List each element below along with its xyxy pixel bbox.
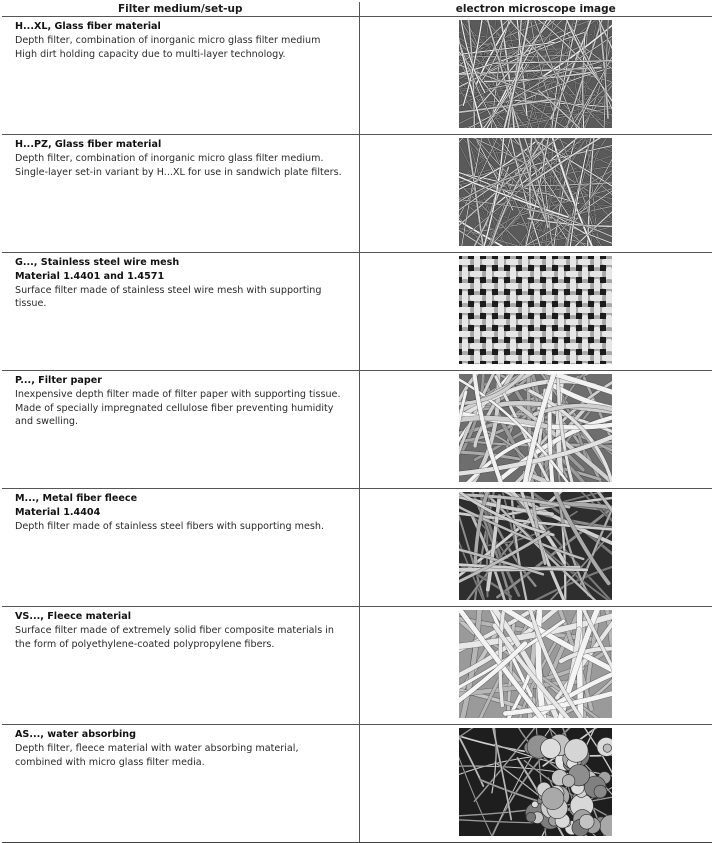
filter-description-line: Depth filter made of stainless steel fibers with supporting mesh. bbox=[15, 520, 325, 532]
filter-material: Material 1.4404 bbox=[15, 506, 101, 518]
filter-description-line: Surface filter made of extremely solid fiber composite materials in bbox=[15, 624, 335, 636]
filter-description-line: combined with micro glass filter media. bbox=[15, 756, 205, 768]
filter-title: H...XL, Glass fiber material bbox=[15, 21, 161, 32]
filter-description-line: Depth filter, combination of inorganic micro glass filter medium. bbox=[15, 152, 324, 164]
filter-description-line: Depth filter, fleece material with water absorbing material, bbox=[15, 742, 299, 754]
microscope-image-cell bbox=[359, 607, 712, 725]
filter-description-line: the form of polyethylene-coated polypropylene fibers. bbox=[15, 638, 275, 650]
filter-description-line: and swelling. bbox=[15, 416, 79, 428]
fleece-material-micrograph bbox=[459, 610, 612, 718]
microscope-image-cell bbox=[359, 17, 712, 135]
filter-description-cell bbox=[2, 135, 359, 253]
filter-description-cell bbox=[2, 253, 359, 371]
col-header-microscope-image: electron microscope image bbox=[359, 2, 712, 17]
table-row bbox=[2, 17, 712, 135]
microscope-image-cell bbox=[359, 253, 712, 371]
table-row bbox=[2, 135, 712, 253]
filter-title: P..., Filter paper bbox=[15, 375, 102, 386]
filter-description-cell bbox=[2, 17, 359, 135]
table-row bbox=[2, 725, 712, 843]
microscope-image-cell bbox=[359, 725, 712, 843]
filter-media-table bbox=[2, 2, 712, 843]
microscope-image-cell bbox=[359, 135, 712, 253]
microscope-image-cell bbox=[359, 371, 712, 489]
filter-description-cell bbox=[2, 725, 359, 843]
table-header-row bbox=[2, 2, 712, 17]
water-absorbing-micrograph bbox=[459, 728, 612, 836]
filter-title: AS..., water absorbing bbox=[15, 729, 136, 740]
filter-description-line: Single-layer set-in variant by H...XL for use in sandwich plate filters. bbox=[15, 166, 342, 178]
table-row bbox=[2, 607, 712, 725]
filter-title: G..., Stainless steel wire mesh bbox=[15, 257, 180, 268]
filter-description-cell bbox=[2, 489, 359, 607]
filter-title: H...PZ, Glass fiber material bbox=[15, 139, 162, 150]
table-row bbox=[2, 253, 712, 371]
filter-description-cell bbox=[2, 371, 359, 489]
microscope-image-cell bbox=[359, 489, 712, 607]
filter-description-line: Depth filter, combination of inorganic micro glass filter medium bbox=[15, 34, 321, 46]
wire-mesh-micrograph bbox=[459, 256, 612, 364]
table-row bbox=[2, 489, 712, 607]
filter-description-line: Made of specially impregnated cellulose fiber preventing humidity bbox=[15, 402, 334, 414]
filter-title: VS..., Fleece material bbox=[15, 611, 131, 622]
metal-fiber-fleece-micrograph bbox=[459, 492, 612, 600]
col-header-filter-medium: Filter medium/set-up bbox=[2, 2, 359, 17]
filter-title: M..., Metal fiber fleece bbox=[15, 493, 138, 504]
glass-fiber-micrograph bbox=[459, 20, 612, 128]
table-row bbox=[2, 371, 712, 489]
filter-description-line: Surface filter made of stainless steel wire mesh with supporting bbox=[15, 284, 322, 296]
filter-description-line: tissue. bbox=[15, 298, 47, 310]
glass-fiber-single-layer-micrograph bbox=[459, 138, 612, 246]
filter-paper-micrograph bbox=[459, 374, 612, 482]
filter-material: Material 1.4401 and 1.4571 bbox=[15, 270, 165, 282]
filter-description-cell bbox=[2, 607, 359, 725]
filter-description-line: High dirt holding capacity due to multi-layer technology. bbox=[15, 48, 286, 60]
filter-description-line: Inexpensive depth filter made of filter paper with supporting tissue. bbox=[15, 388, 341, 400]
